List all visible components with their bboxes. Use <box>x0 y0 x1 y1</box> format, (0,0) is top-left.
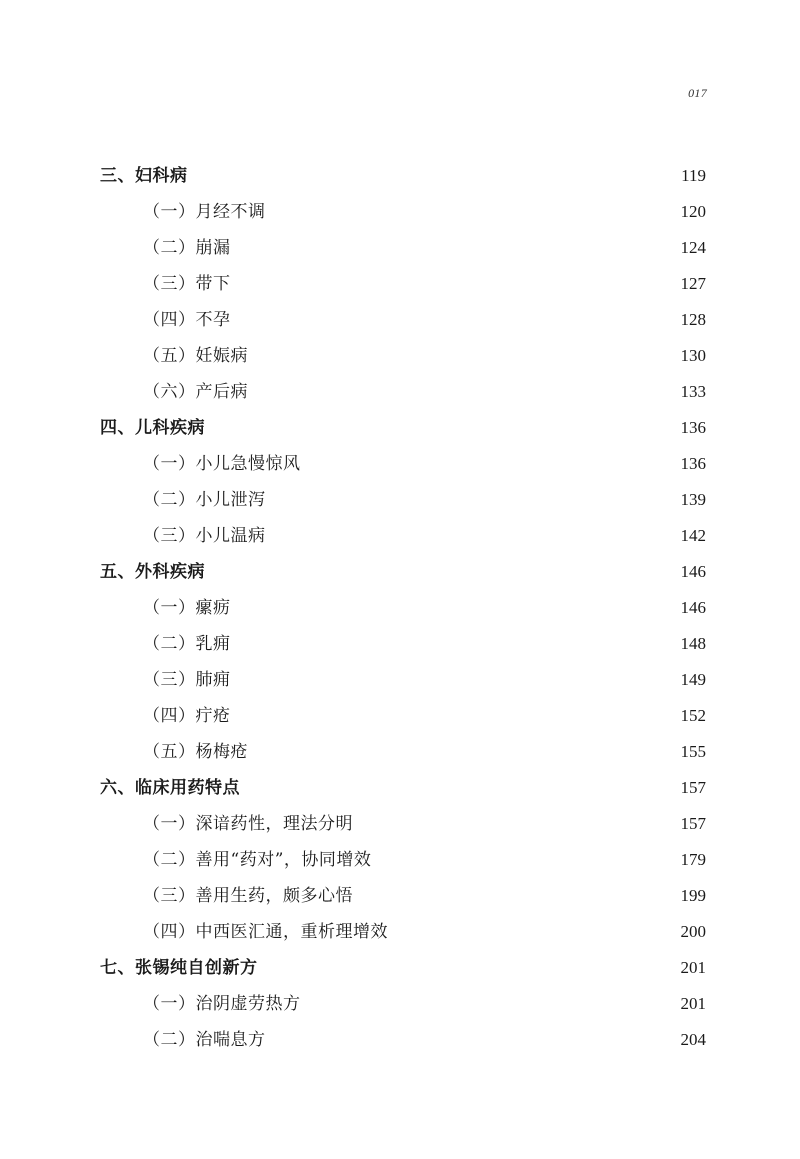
toc-entry-page: 152 <box>680 706 706 725</box>
toc-entry-title: 三、妇科病 <box>100 166 188 186</box>
toc-entry[interactable] <box>0 914 800 950</box>
toc-entry-title: （二）乳痈 <box>143 634 231 654</box>
toc-entry-title: （四）中西医汇通，重析理增效 <box>143 922 388 942</box>
toc-entry-page: 179 <box>680 850 706 869</box>
toc-entry[interactable] <box>0 482 800 518</box>
toc-entry[interactable] <box>0 554 800 590</box>
toc-entry-title: （二）崩漏 <box>143 238 231 258</box>
toc-entry-page: 124 <box>680 238 706 257</box>
toc-entry-page: 199 <box>680 886 706 905</box>
toc-entry-page: 120 <box>680 202 706 221</box>
toc-entry-title: （三）小儿温病 <box>143 526 266 546</box>
toc-entry-title: （一）小儿急慢惊风 <box>143 454 301 474</box>
toc-entry-title: （六）产后病 <box>143 382 248 402</box>
toc-entry-title: （三）肺痈 <box>143 670 231 690</box>
toc-entry-page: 146 <box>680 598 706 617</box>
toc-entry-page: 130 <box>680 346 706 365</box>
toc-entry[interactable] <box>0 626 800 662</box>
toc-entry-page: 136 <box>680 418 706 437</box>
toc-entry[interactable] <box>0 986 800 1022</box>
toc-entry-title: （四）不孕 <box>143 310 231 330</box>
toc-entry-page: 136 <box>680 454 706 473</box>
toc-entry[interactable] <box>0 770 800 806</box>
toc-entry[interactable] <box>0 698 800 734</box>
toc-entry[interactable] <box>0 842 800 878</box>
toc-entry-title: （四）疔疮 <box>143 706 231 726</box>
toc-entry-page: 146 <box>680 562 706 581</box>
toc-entry[interactable] <box>0 806 800 842</box>
toc-entry-page: 148 <box>680 634 706 653</box>
toc-entry[interactable] <box>0 374 800 410</box>
table-of-contents <box>0 158 800 1058</box>
toc-entry[interactable] <box>0 878 800 914</box>
toc-entry-page: 157 <box>680 814 706 833</box>
toc-entry[interactable] <box>0 230 800 266</box>
toc-entry-page: 200 <box>680 922 706 941</box>
toc-entry-title: （二）治喘息方 <box>143 1030 266 1050</box>
toc-entry-page: 127 <box>680 274 706 293</box>
toc-entry[interactable] <box>0 194 800 230</box>
toc-entry-title: 七、张锡纯自创新方 <box>100 958 258 978</box>
toc-entry[interactable] <box>0 950 800 986</box>
toc-entry[interactable] <box>0 1022 800 1058</box>
toc-entry-title: （五）妊娠病 <box>143 346 248 366</box>
toc-entry[interactable] <box>0 266 800 302</box>
toc-entry-title: （三）带下 <box>143 274 231 294</box>
toc-entry[interactable] <box>0 302 800 338</box>
toc-entry-title: （一）瘰疬 <box>143 598 231 618</box>
toc-entry-title: （一）治阴虚劳热方 <box>143 994 301 1014</box>
toc-entry-title: （一）深谙药性，理法分明 <box>143 814 353 834</box>
toc-entry[interactable] <box>0 590 800 626</box>
toc-entry-page: 142 <box>680 526 706 545</box>
toc-entry[interactable] <box>0 662 800 698</box>
toc-entry[interactable] <box>0 518 800 554</box>
toc-entry-title: 六、临床用药特点 <box>100 778 240 798</box>
toc-entry-title: （一）月经不调 <box>143 202 266 222</box>
toc-entry[interactable] <box>0 158 800 194</box>
toc-entry-page: 204 <box>680 1030 706 1049</box>
toc-entry[interactable] <box>0 338 800 374</box>
toc-entry-page: 133 <box>680 382 706 401</box>
toc-entry[interactable] <box>0 734 800 770</box>
toc-entry-title: 五、外科疾病 <box>100 562 205 582</box>
toc-entry-page: 155 <box>680 742 706 761</box>
toc-entry-title: （五）杨梅疮 <box>143 742 248 762</box>
toc-entry-title: 四、儿科疾病 <box>100 418 205 438</box>
page-number: 017 <box>688 86 707 100</box>
toc-entry-page: 157 <box>680 778 706 797</box>
toc-entry[interactable] <box>0 446 800 482</box>
toc-entry-page: 201 <box>680 958 706 977</box>
toc-entry-page: 128 <box>680 310 706 329</box>
toc-entry-title: （三）善用生药，颇多心悟 <box>143 886 353 906</box>
toc-entry-page: 119 <box>681 166 706 185</box>
toc-entry-title: （二）小儿泄泻 <box>143 490 266 510</box>
toc-entry-page: 139 <box>680 490 706 509</box>
toc-entry-title: （二）善用“药对”，协同增效 <box>143 850 372 870</box>
toc-entry-page: 149 <box>680 670 706 689</box>
toc-entry-page: 201 <box>680 994 706 1013</box>
toc-entry[interactable] <box>0 410 800 446</box>
